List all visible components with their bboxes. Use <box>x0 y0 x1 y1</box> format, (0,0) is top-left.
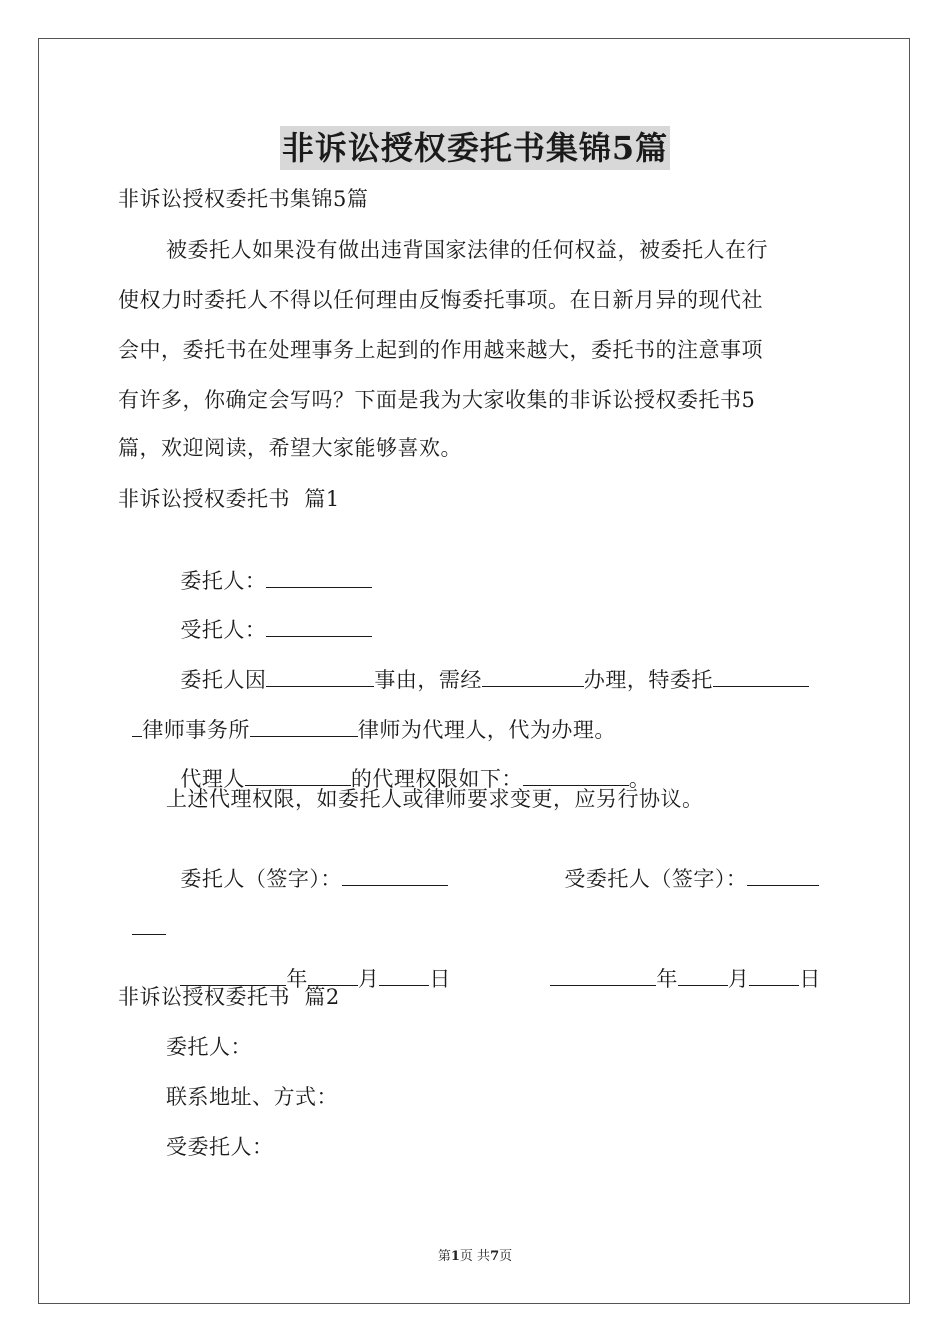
intro-line-5: 篇，欢迎阅读，希望大家能够喜欢。 <box>118 436 462 460</box>
scope-text-b: 的代理权限如下： <box>350 767 523 791</box>
date-left-day-blank <box>379 963 429 986</box>
subtitle: 非诉讼授权委托书集锦5篇 <box>118 187 369 211</box>
date-left-year: 年 <box>286 967 308 991</box>
scope-text-c: 。 <box>628 767 651 791</box>
agent-label: 受托人： <box>180 618 267 642</box>
intro-line-4: 有许多，你确定会写吗？下面是我为大家收集的非诉讼授权委托书5 <box>118 388 756 412</box>
change-line: 上述代理权限，如委托人或律师要求变更，应另行协议。 <box>166 787 704 811</box>
date-right-day-blank <box>749 963 799 986</box>
sign-principal-blank <box>342 863 448 886</box>
date-right <box>536 933 821 994</box>
cause-text-d: 律师事务所 <box>142 718 250 742</box>
date-right-day: 日 <box>799 967 821 991</box>
cause-blank-3 <box>713 664 809 687</box>
date-right-month-blank <box>678 963 728 986</box>
sign-principal-line <box>166 833 448 894</box>
scope-text-a: 代理人 <box>180 767 245 791</box>
date-left-day: 日 <box>429 967 451 991</box>
footer-page-total: 7 <box>490 1249 500 1264</box>
section2-principal: 委托人： <box>166 1035 252 1059</box>
cause-text-b: 事由，需经 <box>374 668 482 692</box>
footer-mid: 页 共 <box>459 1249 491 1264</box>
date-right-year-blank <box>550 963 656 986</box>
intro-line-3: 会中，委托书在处理事务上起到的作用越来越大，委托书的注意事项 <box>118 338 763 362</box>
cause-text-c: 办理，特委托 <box>583 668 713 692</box>
section2-agent: 受委托人： <box>166 1135 274 1159</box>
date-right-year: 年 <box>656 967 678 991</box>
sign-agent-blank-cont <box>132 912 166 935</box>
title-container <box>0 126 950 170</box>
date-left-month: 月 <box>357 967 380 991</box>
sign-agent-label: 受委托人（签字）： <box>564 867 748 891</box>
cause-blank-3-cont <box>132 714 142 737</box>
intro-line-2: 使权力时委托人不得以任何理由反悔委托事项。在日新月异的现代社 <box>118 288 763 312</box>
sign-principal-label: 委托人（签字）： <box>180 867 342 891</box>
footer-prefix: 第 <box>437 1249 451 1264</box>
document-title: 非诉讼授权委托书集锦5篇 <box>280 126 670 170</box>
cause-text-a: 委托人因 <box>180 668 267 692</box>
sign-agent-line <box>550 833 819 894</box>
date-right-month: 月 <box>727 967 750 991</box>
sign-agent-blank <box>747 863 819 886</box>
principal-label: 委托人： <box>180 569 267 593</box>
page-footer <box>0 1245 950 1264</box>
cause-text-e: 律师为代理人，代为办理。 <box>357 718 616 742</box>
intro-line-1: 被委托人如果没有做出违背国家法律的任何权益，被委托人在行 <box>166 238 768 262</box>
section2-heading: 非诉讼授权委托书 篇2 <box>118 985 340 1009</box>
scope-blank-2 <box>523 763 629 786</box>
sign-agent-blank-cont-line <box>118 882 166 943</box>
scope-blank-1 <box>245 763 351 786</box>
footer-suffix: 页 <box>499 1249 513 1264</box>
section1-heading: 非诉讼授权委托书 篇1 <box>118 487 340 511</box>
footer-page-number: 1 <box>450 1249 460 1264</box>
section2-contact: 联系地址、方式： <box>166 1085 338 1109</box>
